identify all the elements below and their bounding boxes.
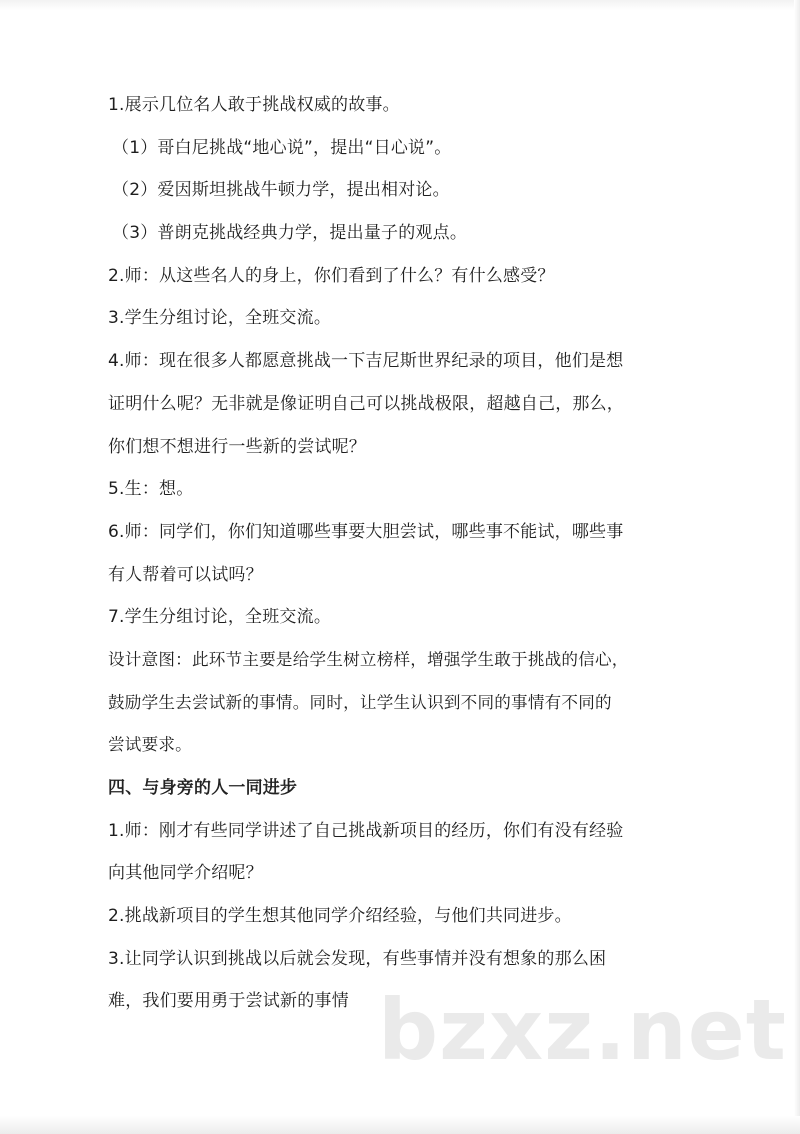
step-6-line-1: 6.师：同学们，你们知道哪些事要大胆尝试，哪些事不能试，哪些事 bbox=[108, 521, 624, 542]
step-3-line: 3.学生分组讨论，全班交流。 bbox=[108, 308, 332, 329]
section-heading: 四、与身旁的人一同进步 bbox=[108, 778, 298, 798]
example-einstein-line: （2）爱因斯坦挑战牛顿力学，提出相对论。 bbox=[112, 180, 450, 201]
page-top-shadow bbox=[0, 0, 800, 10]
step-6-line-2: 有人帮着可以试吗？ bbox=[108, 564, 263, 585]
design-intent-line-1: 设计意图：此环节主要是给学生树立榜样，增强学生敢于挑战的信心， bbox=[108, 649, 629, 669]
step-4-line-1: 4.师：现在很多人都愿意挑战一下吉尼斯世界纪录的项目，他们是想 bbox=[108, 351, 624, 372]
step-5-line: 5.生：想。 bbox=[108, 479, 194, 500]
section-step-3-line-2: 难，我们要用勇于尝试新的事情 bbox=[108, 991, 349, 1012]
example-planck-line: （3）普朗克挑战经典力学，提出量子的观点。 bbox=[112, 223, 468, 244]
design-intent-line-3: 尝试要求。 bbox=[108, 735, 192, 755]
design-intent-line-2: 鼓励学生去尝试新的事情。同时，让学生认识到不同的事情有不同的 bbox=[108, 692, 612, 712]
step-4-line-2: 证明什么呢？无非就是像证明自己可以挑战极限，超越自己，那么， bbox=[108, 393, 624, 414]
section-step-1-line-1: 1.师：刚才有些同学讲述了自己挑战新项目的经历，你们有没有经验 bbox=[108, 820, 624, 841]
step-1-line: 1.展示几位名人敢于挑战权威的故事。 bbox=[108, 95, 400, 115]
page-right-shadow bbox=[794, 0, 800, 1134]
section-step-2-line: 2.挑战新项目的学生想其他同学介绍经验，与他们共同进步。 bbox=[108, 906, 572, 927]
example-copernicus-line: （1）哥白尼挑战“地心说”，提出“日心说”。 bbox=[112, 137, 452, 158]
site-watermark: bzxz.net bbox=[378, 981, 787, 1079]
document-body bbox=[108, 84, 698, 1023]
section-step-1-line-2: 向其他同学介绍呢？ bbox=[108, 863, 263, 884]
step-7-line: 7.学生分组讨论，全班交流。 bbox=[108, 607, 332, 628]
step-4-line-3: 你们想不想进行一些新的尝试呢？ bbox=[108, 436, 366, 457]
step-2-line: 2.师：从这些名人的身上，你们看到了什么？有什么感受？ bbox=[108, 265, 555, 286]
section-step-3-line-1: 3.让同学认识到挑战以后就会发现，有些事情并没有想象的那么困 bbox=[108, 948, 607, 969]
page-bottom-shadow bbox=[0, 1116, 800, 1134]
